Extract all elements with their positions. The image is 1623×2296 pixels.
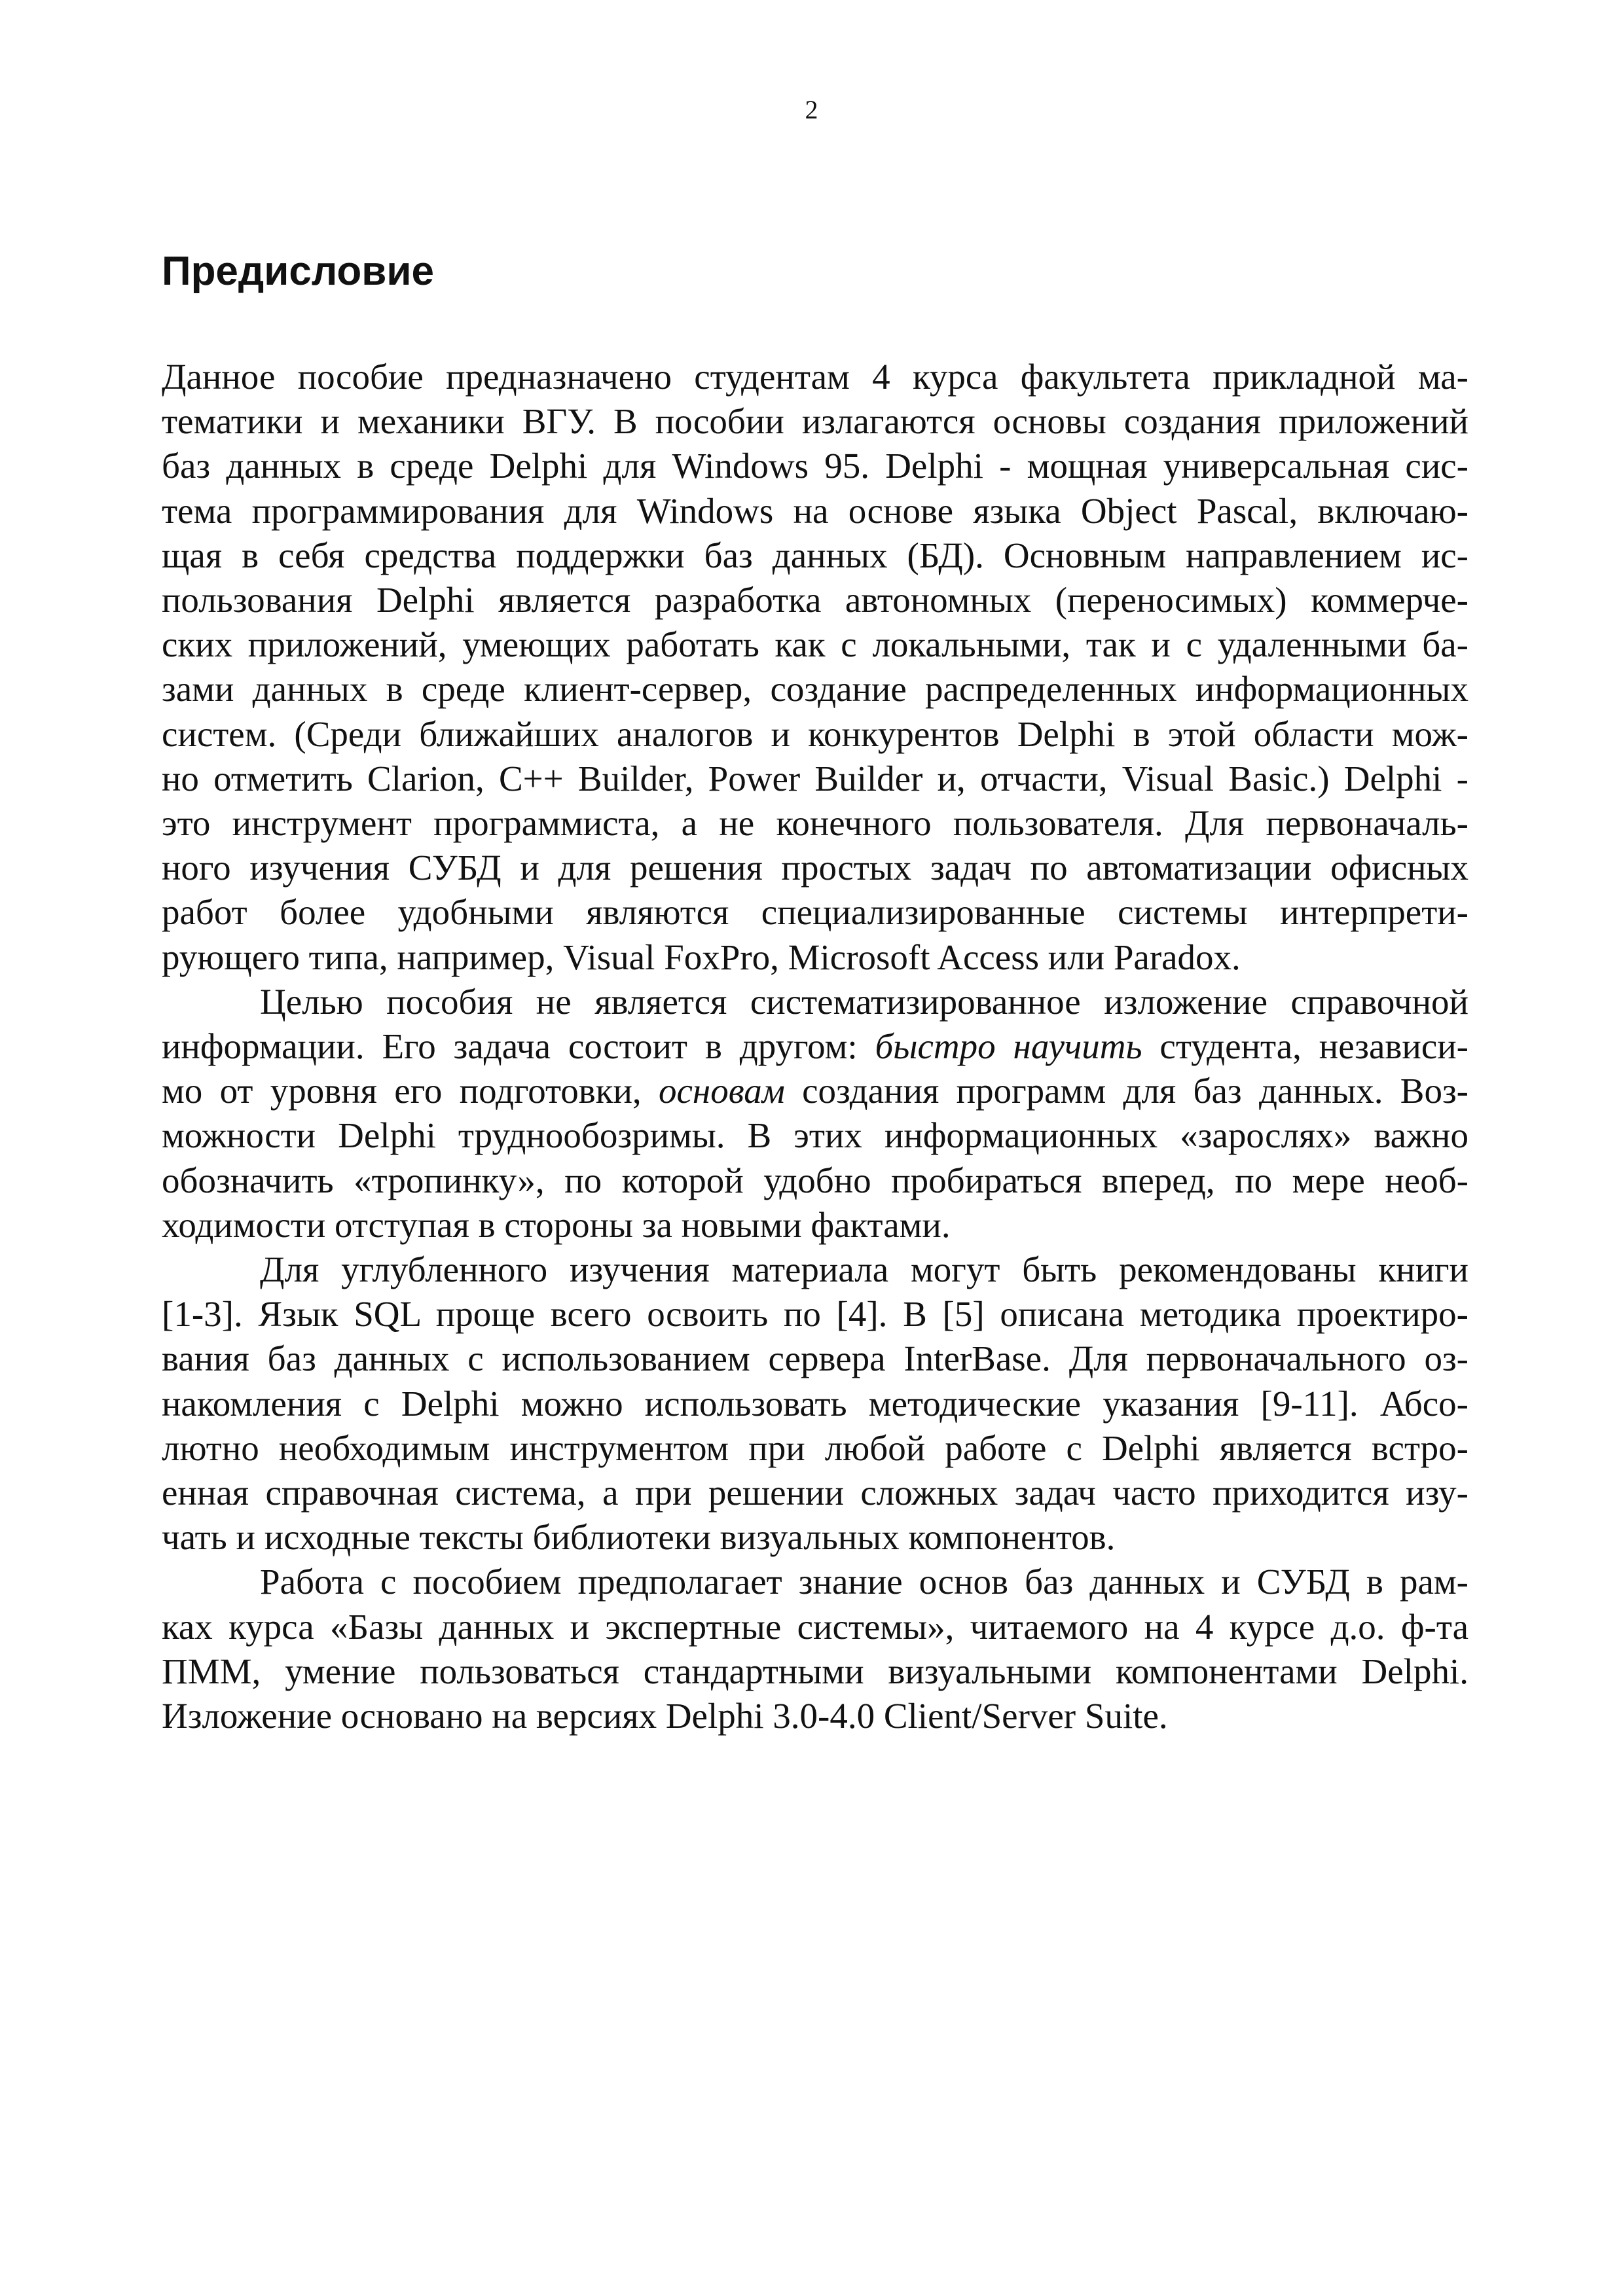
text-line: щая в себя средства поддержки баз данных (БД). Основным направлением ис-: [162, 535, 1468, 575]
text-line: баз данных в среде Delphi для Windows 95. Delphi - мощная универсальная сис-: [162, 446, 1468, 486]
body-text: [162, 355, 1468, 1738]
text-line: это инструмент программиста, а не конечного пользователя. Для первоначаль-: [162, 803, 1468, 844]
text-line: ских приложений, умеющих работать как с локальными, так и с удаленными ба-: [162, 624, 1468, 665]
emphasis-text: быстро научить: [875, 1026, 1142, 1067]
text-line: чать и исходные тексты библиотеки визуальных компонентов.: [162, 1517, 1116, 1558]
text-line: можности Delphi труднообозримы. В этих информационных «зарослях» важно: [162, 1115, 1468, 1156]
paragraph-2: [162, 980, 1468, 1247]
text-line: енная справочная система, а при решении сложных задач часто приходится изу-: [162, 1473, 1468, 1513]
text-line: вания баз данных с использованием сервера InterBase. Для первоначального оз-: [162, 1338, 1468, 1379]
text-line: Работа с пособием предполагает знание основ баз данных и СУБД в рам-: [260, 1562, 1468, 1602]
text-line: работ более удобными являются специализированные системы интерпрети-: [162, 892, 1468, 933]
text-line: [1-3]. Язык SQL проще всего освоить по [4]. В [5] описана методика проектиро-: [162, 1294, 1468, 1335]
text-line: лютно необходимым инструментом при любой работе с Delphi является встро-: [162, 1427, 1468, 1468]
text-line: но отметить Clarion, C++ Builder, Power Builder и, отчасти, Visual Basic.) Delphi -: [162, 758, 1468, 798]
text-line: тематики и механики ВГУ. В пособии излагаются основы создания приложений: [162, 401, 1468, 442]
text-run: мо от уровня его подготовки,: [162, 1071, 659, 1111]
text-line: Для углубленного изучения материала могут быть рекомендованы книги: [260, 1249, 1468, 1290]
emphasis-text: основам: [659, 1071, 785, 1111]
text-line: Изложение основано на версиях Delphi 3.0-4.0 Client/Server Suite.: [162, 1696, 1168, 1736]
text-line: зами данных в среде клиент-сервер, создание распределенных информационных: [162, 669, 1468, 709]
text-run: создания программ для баз данных. Воз-: [784, 1071, 1468, 1111]
text-line: Целью пособия не является систематизированное изложение справочной: [260, 981, 1468, 1022]
text-line: ходимости отступая в стороны за новыми фактами.: [162, 1204, 951, 1245]
text-line: ках курса «Базы данных и экспертные системы», читаемого на 4 курсе д.о. ф-та: [162, 1606, 1468, 1647]
text-run: информации. Его задача состоит в другом:: [162, 1026, 875, 1067]
text-line: рующего типа, например, Visual FoxPro, Microsoft Access или Paradox.: [162, 937, 1241, 977]
paragraph-3: [162, 1247, 1468, 1560]
text-line: Данное пособие предназначено студентам 4 курса факультета прикладной ма-: [162, 357, 1468, 397]
text-line: тема программирования для Windows на основе языка Object Pascal, включаю-: [162, 490, 1468, 531]
text-line: ПММ, умение пользоваться стандартными визуальными компонентами Delphi.: [162, 1651, 1468, 1691]
text-line: [162, 1069, 1468, 1113]
text-line: обозначить «тропинку», по которой удобно пробираться вперед, по мере необ-: [162, 1160, 1468, 1200]
paragraph-4: [162, 1560, 1468, 1738]
text-line: [162, 1024, 1468, 1069]
text-line: систем. (Среди ближайших аналогов и конкурентов Delphi в этой области мож-: [162, 713, 1468, 754]
text-run: студента, независи-: [1142, 1026, 1468, 1067]
paragraph-1: [162, 355, 1468, 980]
text-line: ного изучения СУБД и для решения простых задач по автоматизации офисных: [162, 848, 1468, 888]
text-line: пользования Delphi является разработка автономных (переносимых) коммерче-: [162, 580, 1468, 620]
page-number: 2: [805, 95, 818, 124]
section-heading: Предисловие: [162, 249, 435, 294]
text-line: накомления с Delphi можно использовать методические указания [9-11]. Абсо-: [162, 1383, 1468, 1424]
